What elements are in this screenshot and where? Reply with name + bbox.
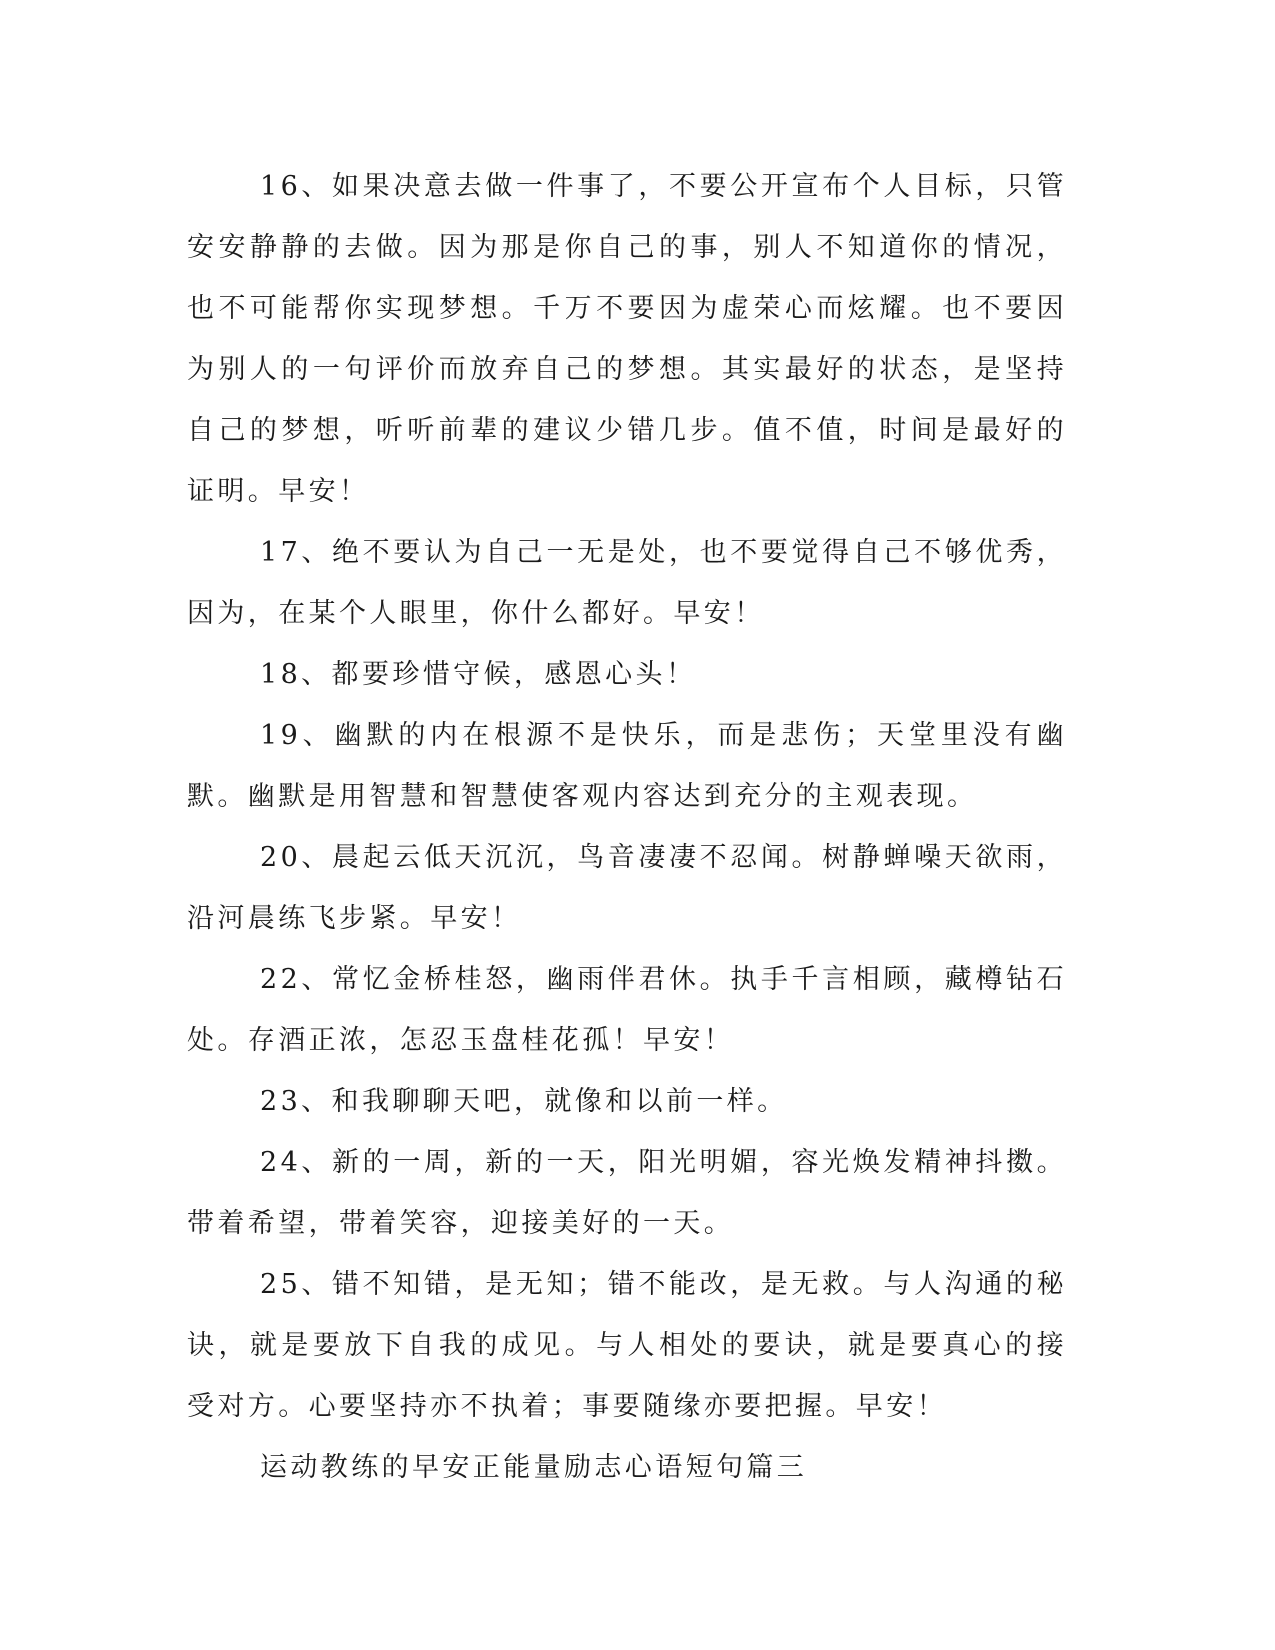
- paragraph-17: 17、绝不要认为自己一无是处，也不要觉得自己不够优秀，因为，在某个人眼里，你什么都好。早安！: [187, 537, 1067, 629]
- paragraph-19: 19、幽默的内在根源不是快乐，而是悲伤；天堂里没有幽默。幽默是用智慧和智慧使客观内容达到充分的主观表现。: [187, 720, 1067, 812]
- paragraph-18: 18、都要珍惜守候，感恩心头！: [260, 659, 697, 690]
- document-body: [187, 156, 1067, 1498]
- section-heading: 运动教练的早安正能量励志心语短句篇三: [260, 1452, 808, 1483]
- paragraph-23: 23、和我聊聊天吧，就像和以前一样。: [260, 1086, 788, 1117]
- paragraph-20: 20、晨起云低天沉沉，鸟音凄凄不忍闻。树静蝉噪天欲雨，沿河晨练飞步紧。早安！: [187, 842, 1067, 934]
- paragraph-22: 22、常忆金桥桂怒，幽雨伴君休。执手千言相顾，藏樽钻石处。存酒正浓，怎忍玉盘桂花孤！早安！: [187, 964, 1067, 1056]
- paragraph-16: 16、如果决意去做一件事了，不要公开宣布个人目标，只管安安静静的去做。因为那是你自己的事，别人不知道你的情况，也不可能帮你实现梦想。千万不要因为虚荣心而炫耀。也不要因为别人的一句评价而放弃自己的梦想。其实最好的状态，是坚持自己的梦想，听听前辈的建议少错几步。值不值，时间是最好的证明。早安！: [187, 171, 1067, 507]
- paragraph-24: 24、新的一周，新的一天，阳光明媚，容光焕发精神抖擞。带着希望，带着笑容，迎接美好的一天。: [187, 1147, 1067, 1239]
- paragraph-25: 25、错不知错，是无知；错不能改，是无救。与人沟通的秘诀，就是要放下自我的成见。与人相处的要诀，就是要真心的接受对方。心要坚持亦不执着；事要随缘亦要把握。早安！: [187, 1269, 1067, 1422]
